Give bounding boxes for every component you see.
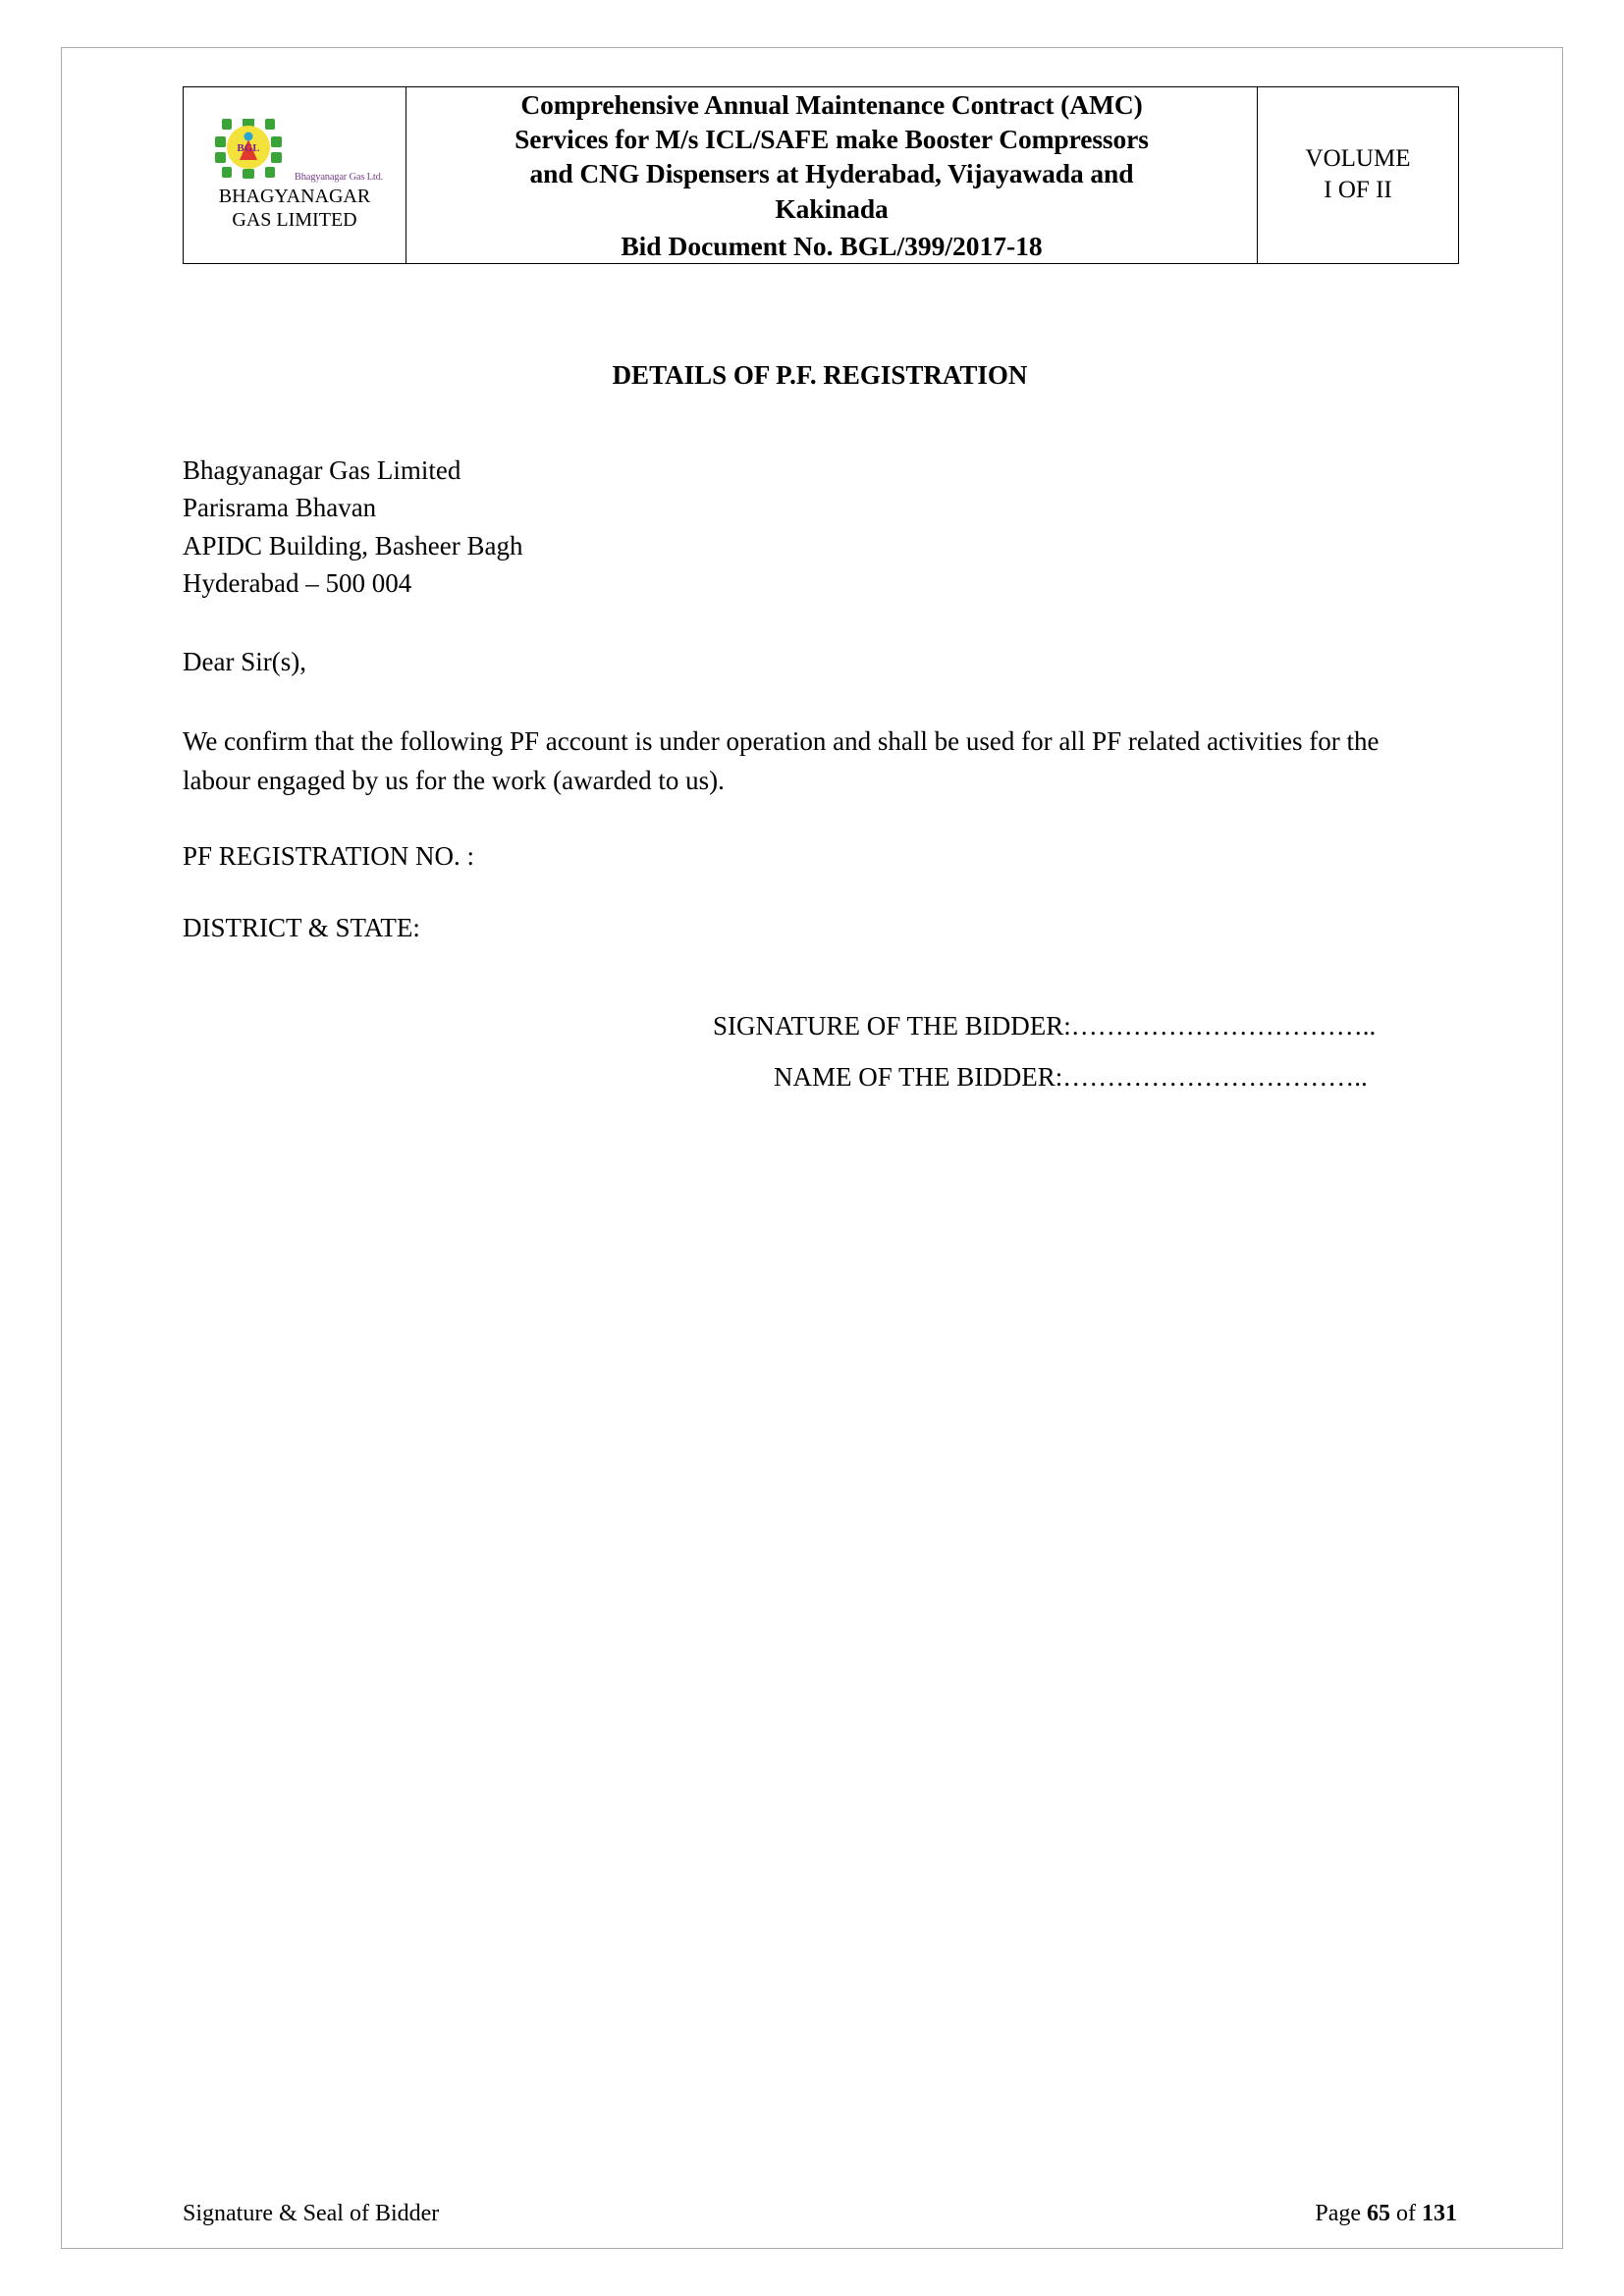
address-line-1: Bhagyanagar Gas Limited xyxy=(183,454,461,485)
header-title-line-3: and CNG Dispensers at Hyderabad, Vijayawada and xyxy=(529,158,1134,189)
header-title-line-4: Kakinada xyxy=(775,192,889,224)
footer-page-number xyxy=(1315,2201,1457,2227)
header-title-line-1: Comprehensive Annual Maintenance Contract (AMC) xyxy=(520,89,1143,120)
svg-text:BGL: BGL xyxy=(237,141,260,154)
pf-registration-number-label: PF REGISTRATION NO. : xyxy=(183,840,475,871)
page-footer xyxy=(183,2201,1457,2227)
header-row xyxy=(184,87,1459,264)
address-line-4: Hyderabad – 500 004 xyxy=(183,567,412,598)
page-content xyxy=(183,86,1457,1103)
body-paragraph: We confirm that the following PF account is under operation and shall be used for all PF related activities for the labour engaged by us for the work (awarded to us). xyxy=(183,726,1380,795)
company-name-line-1: BHAGYANAGAR xyxy=(218,185,371,207)
header-logo-cell xyxy=(184,87,406,264)
signature-block xyxy=(183,1000,1457,1103)
header-title-cell xyxy=(406,87,1258,264)
address-line-3: APIDC Building, Basheer Bagh xyxy=(183,530,523,561)
addressee-block xyxy=(183,452,1457,602)
address-line-2: Parisrama Bhavan xyxy=(183,493,377,523)
salutation: Dear Sir(s), xyxy=(183,647,306,677)
header-bid-document-number: Bid Document No. BGL/399/2017-18 xyxy=(621,230,1043,261)
district-and-state-label: DISTRICT & STATE: xyxy=(183,912,420,942)
bgl-sunburst-logo xyxy=(206,119,291,180)
name-of-bidder-line: NAME OF THE BIDDER:…………………………….. xyxy=(774,1062,1368,1093)
header-title-line-2: Services for M/s ICL/SAFE make Booster Compressors xyxy=(514,124,1149,155)
volume-line-1: VOLUME xyxy=(1305,144,1411,172)
logo-caption: Bhagyanagar Gas Ltd. xyxy=(294,171,384,183)
footer-signature-seal: Signature & Seal of Bidder xyxy=(183,2201,440,2226)
footer-page-prefix: Page xyxy=(1315,2201,1367,2226)
company-name-line-2: GAS LIMITED xyxy=(232,208,357,231)
document-header-table xyxy=(183,86,1459,264)
company-name xyxy=(219,186,370,231)
footer-page-middle: of xyxy=(1390,2201,1422,2226)
page-title: DETAILS OF P.F. REGISTRATION xyxy=(612,359,1028,390)
signature-of-bidder-line: SIGNATURE OF THE BIDDER:…………………………….. xyxy=(713,1010,1377,1041)
company-logo xyxy=(184,119,406,232)
header-volume-cell xyxy=(1258,87,1459,264)
footer-current-page: 65 xyxy=(1367,2201,1390,2226)
header-contract-title xyxy=(406,87,1257,226)
volume-line-2: I OF II xyxy=(1324,177,1392,204)
footer-total-pages: 131 xyxy=(1422,2201,1457,2226)
